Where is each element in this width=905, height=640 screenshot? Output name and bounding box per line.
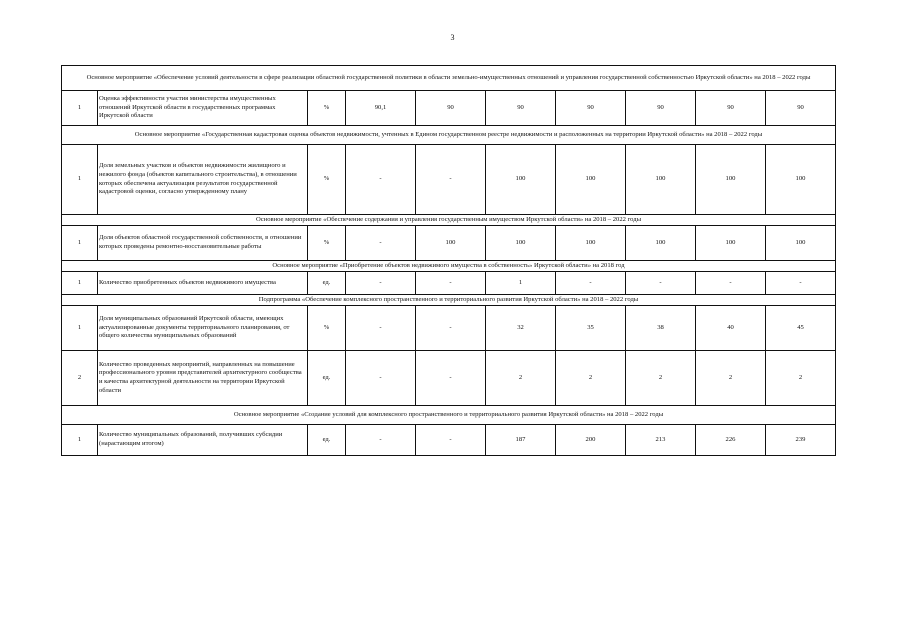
value-cell: - (416, 272, 486, 295)
value-cell: 100 (626, 226, 696, 261)
row-number: 1 (62, 226, 98, 261)
unit-cell: ед. (308, 351, 346, 406)
value-cell: - (416, 145, 486, 215)
value-cell: - (346, 145, 416, 215)
indicator-name: Количество проведенных мероприятий, направленных на повышение профессионального уровня представителей архитектурного сообщества и качества архитектурной деятельности на территории Иркутской области (98, 351, 308, 406)
indicators-table (61, 65, 836, 456)
section-header: Основное мероприятие «Создание условий для комплексного пространственного и территориального развития Иркутской области» на 2018 – 2022 годы (62, 406, 836, 425)
value-cell: - (556, 272, 626, 295)
value-cell: - (346, 306, 416, 351)
value-cell: 2 (696, 351, 766, 406)
indicator-name: Доля объектов областной государственной собственности, в отношении которых проведены ремонтно-восстановительные работы (98, 226, 308, 261)
indicator-name: Доля земельных участков и объектов недвижимости жилищного и нежилого фонда (объектов капитального строительства), в отношении которых обеспечена актуализация результатов государственной кадастровой оценки, согласно утвержденному плану (98, 145, 308, 215)
section-header-row (62, 215, 836, 226)
value-cell: 226 (696, 425, 766, 456)
unit-cell: ед. (308, 272, 346, 295)
value-cell: - (416, 351, 486, 406)
section-header-row (62, 66, 836, 91)
value-cell: 239 (766, 425, 836, 456)
value-cell: 100 (696, 145, 766, 215)
indicator-name: Доля муниципальных образований Иркутской области, имеющих актуализированные документы территориального планирования, от общего количества муниципальных образований (98, 306, 308, 351)
value-cell: - (626, 272, 696, 295)
value-cell: 40 (696, 306, 766, 351)
unit-cell: % (308, 145, 346, 215)
row-number: 2 (62, 351, 98, 406)
section-header-row (62, 406, 836, 425)
value-cell: 200 (556, 425, 626, 456)
table-row (62, 425, 836, 456)
value-cell: - (346, 226, 416, 261)
value-cell: 2 (556, 351, 626, 406)
value-cell: - (696, 272, 766, 295)
table-row (62, 145, 836, 215)
value-cell: 32 (486, 306, 556, 351)
value-cell: 90,1 (346, 91, 416, 126)
section-header: Основное мероприятие «Обеспечение содержания и управления государственным имуществом Иркутской области» на 2018 – 2022 годы (62, 215, 836, 226)
table-row (62, 226, 836, 261)
section-header: Основное мероприятие «Государственная кадастровая оценка объектов недвижимости, учтенных в Едином государственном реестре недвижимости и расположенных на территории Иркутской области» на 2018 – 2022 годы (62, 126, 836, 145)
table-row (62, 272, 836, 295)
indicator-name: Оценка эффективности участия министерства имущественных отношений Иркутской области в государственных программах Иркутской области (98, 91, 308, 126)
value-cell: 100 (696, 226, 766, 261)
section-header-row (62, 295, 836, 306)
value-cell: 100 (416, 226, 486, 261)
row-number: 1 (62, 306, 98, 351)
value-cell: 100 (626, 145, 696, 215)
value-cell: 2 (766, 351, 836, 406)
row-number: 1 (62, 145, 98, 215)
row-number: 1 (62, 91, 98, 126)
unit-cell: ед. (308, 425, 346, 456)
value-cell: 90 (626, 91, 696, 126)
value-cell: 90 (556, 91, 626, 126)
value-cell: 100 (486, 226, 556, 261)
indicator-name: Количество приобретенных объектов недвижимого имущества (98, 272, 308, 295)
value-cell: 90 (696, 91, 766, 126)
unit-cell: % (308, 306, 346, 351)
value-cell: 187 (486, 425, 556, 456)
section-header-row (62, 126, 836, 145)
value-cell: 90 (486, 91, 556, 126)
table-row (62, 351, 836, 406)
value-cell: 90 (766, 91, 836, 126)
value-cell: - (346, 272, 416, 295)
value-cell: 90 (416, 91, 486, 126)
value-cell: - (346, 425, 416, 456)
section-header: Основное мероприятие «Приобретение объектов недвижимого имущества в собственность» Иркутской области» на 2018 год (62, 261, 836, 272)
value-cell: - (346, 351, 416, 406)
page-number: 3 (450, 33, 455, 42)
value-cell: 35 (556, 306, 626, 351)
indicator-name: Количество муниципальных образований, получивших субсидии (нарастающим итогом) (98, 425, 308, 456)
row-number: 1 (62, 425, 98, 456)
value-cell: 38 (626, 306, 696, 351)
section-header: Основное мероприятие «Обеспечение условий деятельности в сфере реализации областной государственной политики в области земельно-имущественных отношений и управления государственной собственностью Иркутской области» на 2018 – 2022 годы (62, 66, 836, 91)
unit-cell: % (308, 91, 346, 126)
value-cell: 2 (626, 351, 696, 406)
section-header: Подпрограмма «Обеспечение комплексного пространственного и территориального развития Иркутской области» на 2018 – 2022 годы (62, 295, 836, 306)
value-cell: - (416, 425, 486, 456)
value-cell: 45 (766, 306, 836, 351)
table-row (62, 91, 836, 126)
row-number: 1 (62, 272, 98, 295)
section-header-row (62, 261, 836, 272)
value-cell: 2 (486, 351, 556, 406)
value-cell: 100 (556, 145, 626, 215)
value-cell: - (766, 272, 836, 295)
value-cell: 213 (626, 425, 696, 456)
value-cell: - (416, 306, 486, 351)
table-row (62, 306, 836, 351)
value-cell: 100 (766, 145, 836, 215)
value-cell: 100 (766, 226, 836, 261)
value-cell: 1 (486, 272, 556, 295)
value-cell: 100 (556, 226, 626, 261)
unit-cell: % (308, 226, 346, 261)
value-cell: 100 (486, 145, 556, 215)
